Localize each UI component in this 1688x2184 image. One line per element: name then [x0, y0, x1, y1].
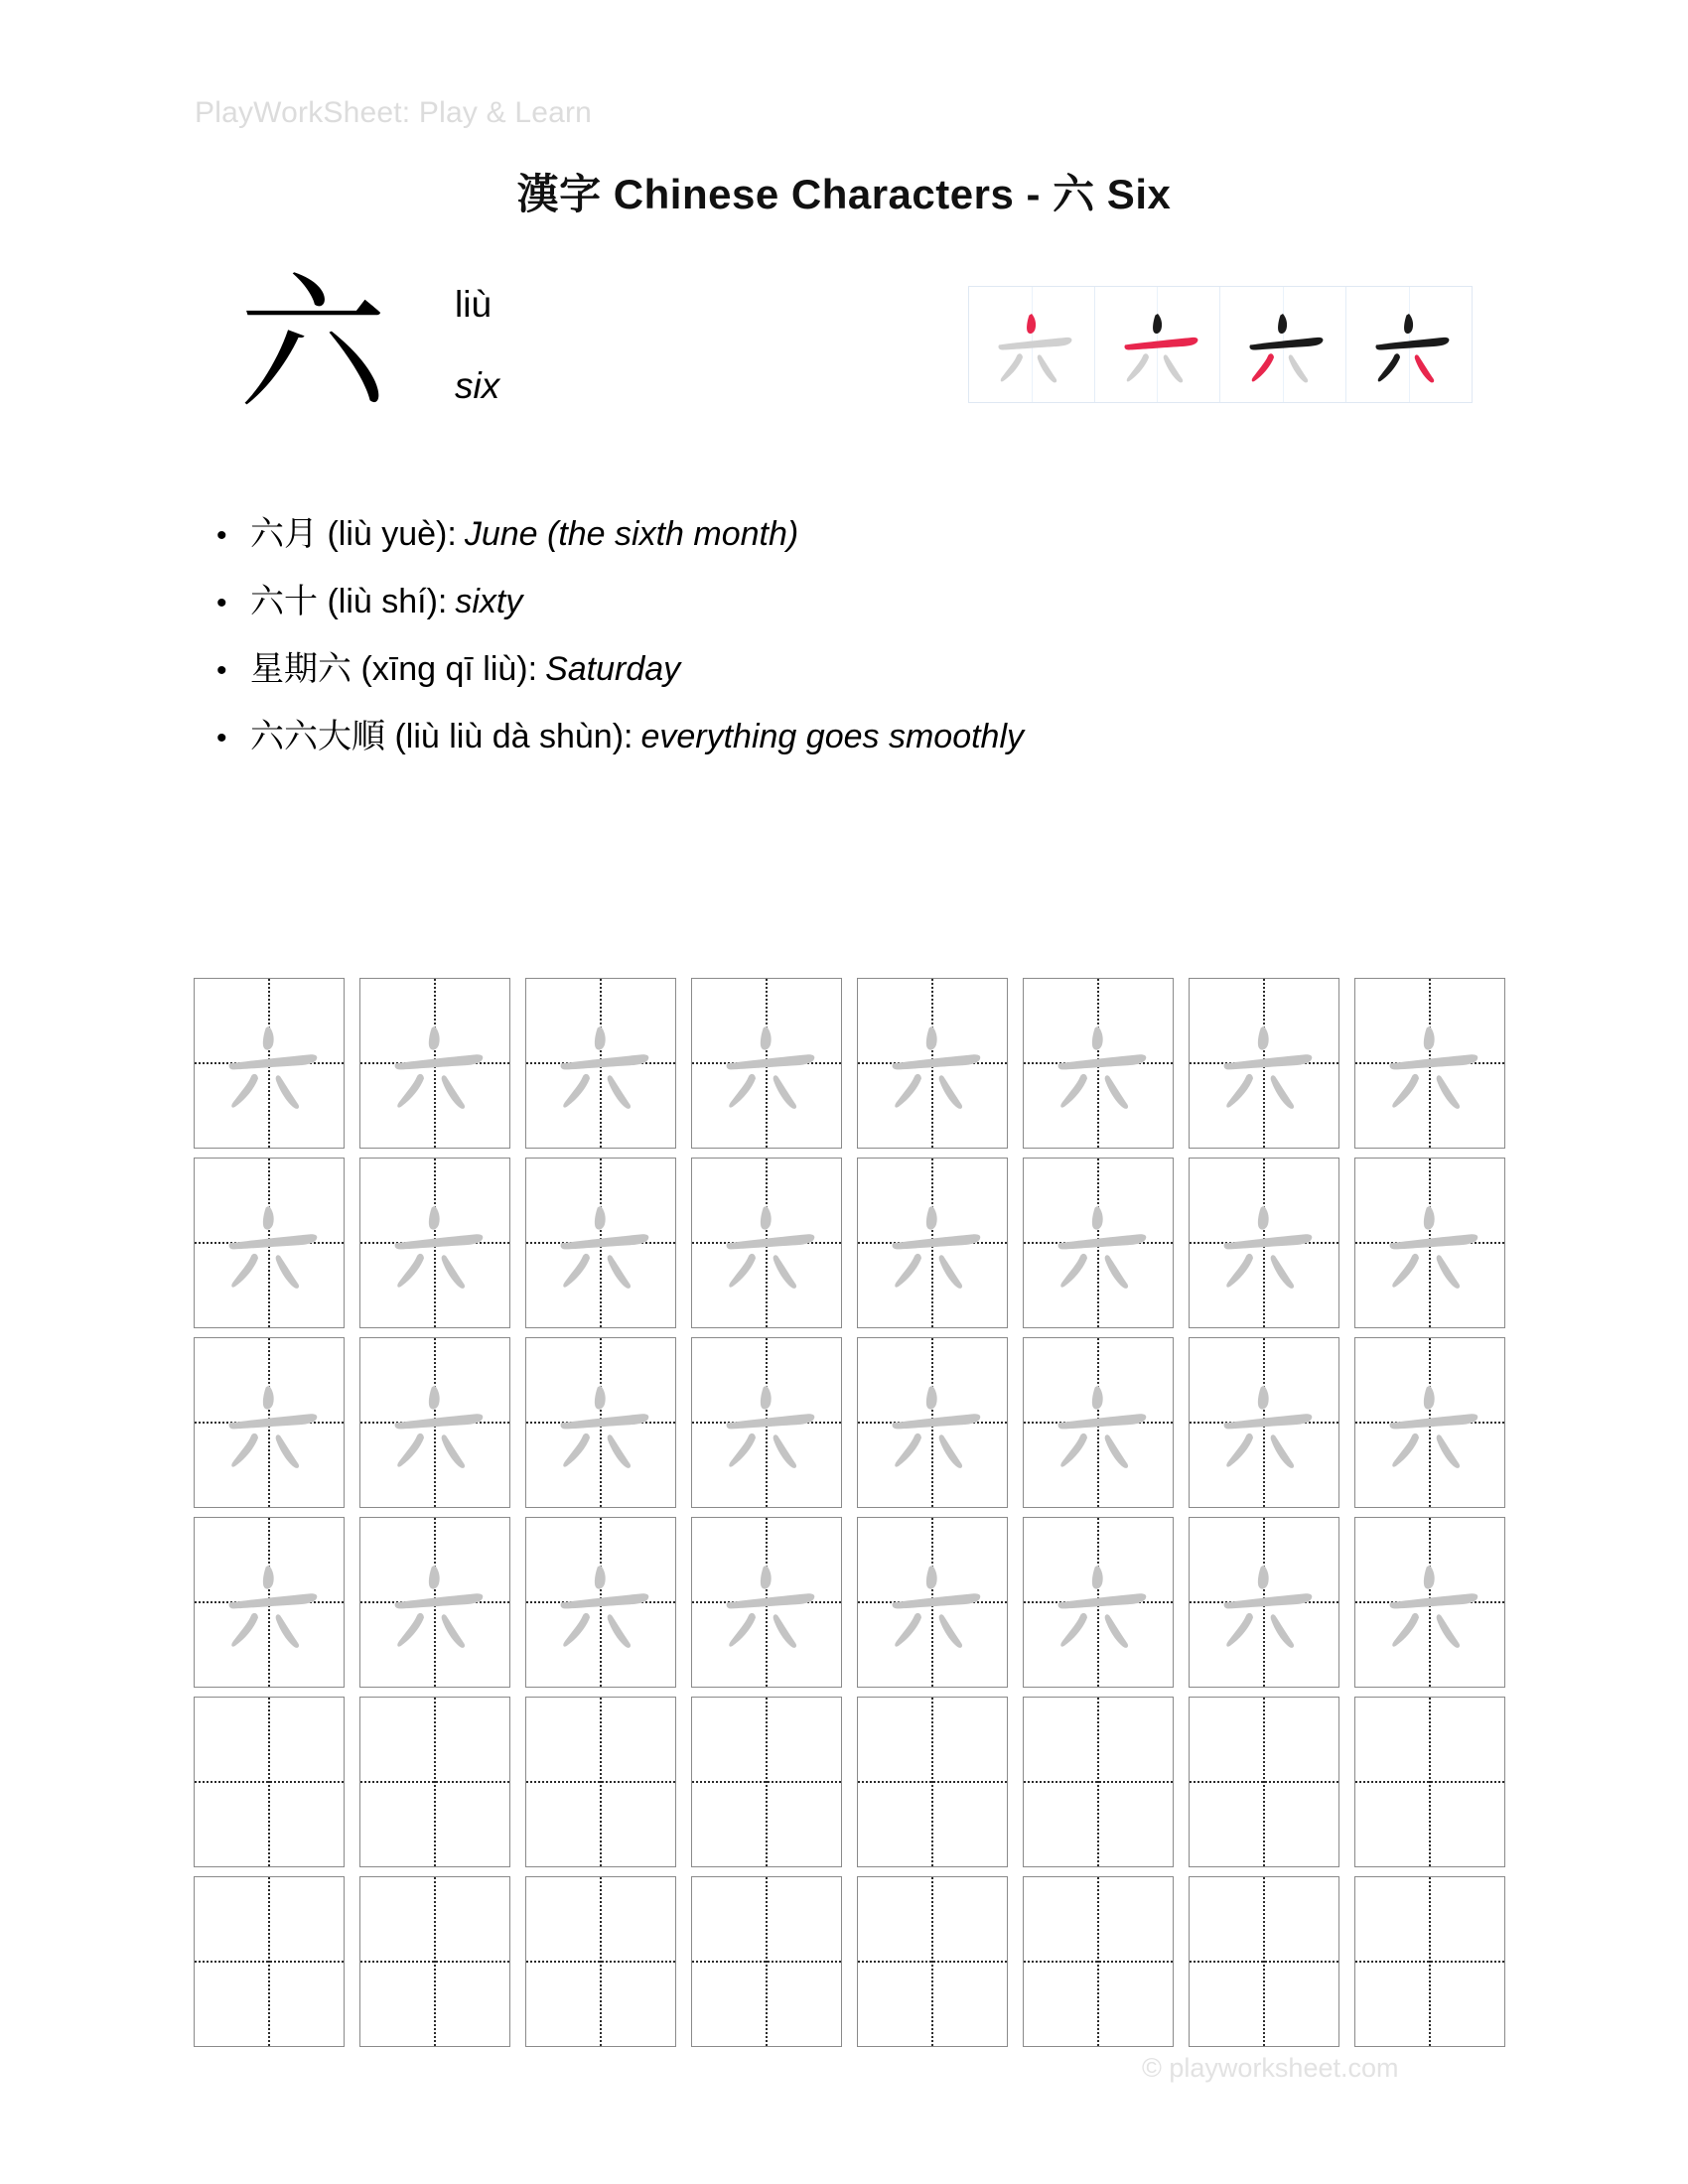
stroke-3 — [563, 1433, 590, 1467]
practice-cell[interactable] — [194, 1876, 345, 2047]
stroke-4 — [1105, 1614, 1128, 1648]
stroke-4 — [1414, 354, 1433, 382]
stroke-4 — [939, 1434, 962, 1468]
stroke-3 — [895, 1254, 921, 1288]
stroke-3 — [397, 1254, 424, 1288]
cell-horizontal-guide — [692, 1781, 841, 1783]
stroke-glyph — [1356, 296, 1464, 395]
cell-horizontal-guide — [1355, 1961, 1504, 1963]
stroke-2 — [395, 1414, 484, 1429]
stroke-3 — [1060, 1613, 1087, 1647]
practice-cell[interactable] — [359, 1517, 510, 1688]
stroke-step-1 — [969, 287, 1095, 402]
trace-guide-character — [869, 1544, 998, 1663]
stroke-1 — [1404, 314, 1413, 334]
stroke-4 — [1271, 1255, 1294, 1289]
stroke-2 — [893, 1414, 981, 1429]
stroke-1 — [1424, 1206, 1435, 1230]
stroke-1 — [1258, 1026, 1269, 1050]
stroke-4 — [1437, 1255, 1460, 1289]
practice-cell[interactable] — [691, 1517, 842, 1688]
stroke-2 — [1390, 1593, 1478, 1608]
stroke-2 — [727, 1234, 815, 1249]
trace-guide-character — [206, 1364, 335, 1483]
practice-cell[interactable] — [1023, 1697, 1174, 1867]
stroke-2 — [229, 1234, 318, 1249]
trace-guide-character — [537, 1184, 666, 1303]
trace-guide-character — [371, 1184, 500, 1303]
stroke-1 — [1424, 1566, 1435, 1589]
practice-cell[interactable] — [1354, 1158, 1505, 1328]
practice-cell[interactable] — [691, 1158, 842, 1328]
stroke-3 — [563, 1613, 590, 1647]
practice-cell[interactable] — [857, 1517, 1008, 1688]
practice-cell[interactable] — [194, 1158, 345, 1328]
stroke-2 — [561, 1414, 649, 1429]
stroke-4 — [774, 1075, 796, 1109]
trace-guide-character — [703, 1005, 832, 1124]
stroke-4 — [1289, 354, 1308, 382]
stroke-4 — [774, 1614, 796, 1648]
spacer — [318, 569, 327, 634]
bullet-icon: • — [216, 587, 227, 619]
stroke-4 — [442, 1614, 465, 1648]
stroke-4 — [1437, 1614, 1460, 1648]
stroke-3 — [1392, 1254, 1419, 1288]
stroke-4 — [774, 1255, 796, 1289]
trace-guide-character — [703, 1184, 832, 1303]
practice-cell[interactable] — [1189, 1697, 1339, 1867]
practice-cell[interactable] — [1354, 1876, 1505, 2047]
trace-guide-character — [206, 1544, 335, 1663]
stroke-2 — [1390, 1054, 1478, 1069]
stroke-4 — [1105, 1434, 1128, 1468]
stroke-2 — [561, 1234, 649, 1249]
bullet-icon: • — [216, 519, 227, 552]
brand-label: PlayWorkSheet: Play & Learn — [195, 96, 593, 129]
practice-cell[interactable] — [359, 1876, 510, 2047]
vocabulary-item — [216, 501, 1507, 569]
stroke-2 — [1058, 1054, 1147, 1069]
stroke-2 — [893, 1054, 981, 1069]
stroke-2 — [1249, 338, 1323, 350]
trace-guide-character — [206, 1005, 335, 1124]
stroke-3 — [231, 1074, 258, 1108]
cell-horizontal-guide — [195, 1781, 344, 1783]
stroke-4 — [442, 1255, 465, 1289]
practice-cell[interactable] — [1354, 1697, 1505, 1867]
stroke-glyph — [979, 296, 1086, 395]
stroke-3 — [1060, 1074, 1087, 1108]
cell-horizontal-guide — [858, 1961, 1007, 1963]
practice-cell[interactable] — [857, 1697, 1008, 1867]
stroke-4 — [774, 1434, 796, 1468]
vocabulary-hanzi: 六十 — [250, 582, 318, 621]
stroke-4 — [1271, 1434, 1294, 1468]
trace-guide-character — [537, 1364, 666, 1483]
stroke-1 — [595, 1206, 606, 1230]
stroke-1 — [1258, 1206, 1269, 1230]
stroke-4 — [608, 1434, 631, 1468]
stroke-4 — [276, 1255, 299, 1289]
stroke-3 — [1060, 1433, 1087, 1467]
stroke-3 — [729, 1613, 756, 1647]
stroke-3 — [729, 1074, 756, 1108]
trace-guide-character — [1035, 1005, 1164, 1124]
practice-cell[interactable] — [1189, 1337, 1339, 1508]
stroke-3 — [563, 1074, 590, 1108]
cell-horizontal-guide — [1190, 1961, 1338, 1963]
practice-cell[interactable] — [1354, 978, 1505, 1149]
stroke-2 — [998, 338, 1071, 350]
stroke-2 — [1058, 1234, 1147, 1249]
spacer — [385, 704, 394, 769]
stroke-1 — [429, 1206, 440, 1230]
vocabulary-hanzi: 六六大順 — [250, 717, 385, 756]
trace-guide-character — [1366, 1184, 1495, 1303]
stroke-2 — [1375, 338, 1449, 350]
stroke-3 — [895, 1433, 921, 1467]
trace-guide-character — [869, 1364, 998, 1483]
stroke-1 — [761, 1206, 772, 1230]
stroke-3 — [1226, 1254, 1253, 1288]
stroke-3 — [397, 1433, 424, 1467]
practice-cell[interactable] — [691, 978, 842, 1149]
stroke-4 — [1038, 354, 1056, 382]
trace-guide-character — [371, 1005, 500, 1124]
stroke-1 — [263, 1026, 274, 1050]
page-title: 漢字 Chinese Characters - 六 Six — [516, 171, 1172, 217]
stroke-step-3 — [1220, 287, 1346, 402]
practice-cell[interactable] — [1189, 1158, 1339, 1328]
trace-guide-character — [1366, 1005, 1495, 1124]
stroke-3 — [729, 1433, 756, 1467]
practice-cell[interactable] — [525, 1876, 676, 2047]
trace-guide-character — [371, 1544, 500, 1663]
trace-guide-character — [537, 1005, 666, 1124]
stroke-1 — [429, 1386, 440, 1410]
cell-horizontal-guide — [858, 1781, 1007, 1783]
stroke-3 — [1252, 353, 1274, 381]
cell-horizontal-guide — [1024, 1781, 1173, 1783]
stroke-glyph — [1105, 296, 1212, 395]
stroke-1 — [1027, 314, 1036, 334]
stroke-2 — [1390, 1234, 1478, 1249]
stroke-3 — [1392, 1613, 1419, 1647]
stroke-2 — [1224, 1054, 1313, 1069]
practice-cell[interactable] — [359, 1697, 510, 1867]
stroke-1 — [595, 1026, 606, 1050]
stroke-1 — [761, 1386, 772, 1410]
stroke-4 — [939, 1614, 962, 1648]
trace-guide-character — [1200, 1544, 1330, 1663]
stroke-4 — [276, 1614, 299, 1648]
stroke-3 — [1392, 1433, 1419, 1467]
stroke-4 — [1105, 1075, 1128, 1109]
practice-cell[interactable] — [857, 1158, 1008, 1328]
stroke-3 — [563, 1254, 590, 1288]
practice-cell[interactable] — [691, 1876, 842, 2047]
stroke-2 — [1390, 1414, 1478, 1429]
stroke-4 — [939, 1255, 962, 1289]
stroke-1 — [429, 1566, 440, 1589]
stroke-glyph — [1230, 296, 1337, 395]
stroke-2 — [727, 1414, 815, 1429]
trace-guide-character — [1035, 1364, 1164, 1483]
spacer — [352, 636, 360, 702]
cell-horizontal-guide — [1024, 1961, 1173, 1963]
stroke-2 — [893, 1234, 981, 1249]
stroke-3 — [1392, 1074, 1419, 1108]
practice-cell[interactable] — [525, 978, 676, 1149]
stroke-3 — [231, 1254, 258, 1288]
vocabulary-pinyin: (liù shí): — [327, 583, 448, 620]
stroke-2 — [1224, 1414, 1313, 1429]
vocabulary-gloss: everything goes smoothly — [640, 718, 1025, 755]
stroke-2 — [1058, 1414, 1147, 1429]
stroke-2 — [229, 1593, 318, 1608]
stroke-1 — [1153, 314, 1162, 334]
trace-guide-character — [206, 1184, 335, 1303]
stroke-2 — [727, 1054, 815, 1069]
stroke-1 — [1092, 1566, 1103, 1589]
stroke-4 — [276, 1075, 299, 1109]
cell-horizontal-guide — [526, 1781, 675, 1783]
practice-cell[interactable] — [691, 1697, 842, 1867]
bullet-icon: • — [216, 722, 227, 754]
stroke-1 — [926, 1206, 937, 1230]
practice-cell[interactable] — [1354, 1517, 1505, 1688]
vocabulary-pinyin: (liù liù dà shùn): — [394, 718, 633, 755]
practice-cell[interactable] — [194, 1517, 345, 1688]
practice-cell[interactable] — [359, 1337, 510, 1508]
vocabulary-pinyin: (xīng qī liù): — [360, 650, 538, 688]
stroke-order-diagram — [968, 286, 1473, 403]
trace-guide-character — [1035, 1544, 1164, 1663]
vocabulary-hanzi: 六月 — [250, 514, 318, 554]
stroke-1 — [1092, 1026, 1103, 1050]
practice-cell[interactable] — [857, 1337, 1008, 1508]
stroke-2 — [395, 1234, 484, 1249]
stroke-4 — [1271, 1614, 1294, 1648]
stroke-4 — [1271, 1075, 1294, 1109]
stroke-1 — [926, 1026, 937, 1050]
stroke-1 — [1258, 1386, 1269, 1410]
stroke-1 — [761, 1026, 772, 1050]
stroke-4 — [608, 1075, 631, 1109]
cell-horizontal-guide — [1190, 1781, 1338, 1783]
practice-grid — [194, 978, 1505, 2047]
practice-cell[interactable] — [857, 1876, 1008, 2047]
hero-character-block — [213, 259, 730, 447]
stroke-3 — [231, 1433, 258, 1467]
practice-cell[interactable] — [691, 1337, 842, 1508]
stroke-1 — [926, 1566, 937, 1589]
stroke-1 — [1278, 314, 1287, 334]
vocabulary-item — [216, 569, 1507, 636]
practice-cell[interactable] — [194, 1337, 345, 1508]
cell-horizontal-guide — [195, 1961, 344, 1963]
stroke-4 — [1105, 1255, 1128, 1289]
stroke-4 — [608, 1614, 631, 1648]
stroke-1 — [595, 1566, 606, 1589]
practice-cell[interactable] — [857, 978, 1008, 1149]
stroke-4 — [1163, 354, 1182, 382]
stroke-2 — [229, 1414, 318, 1429]
stroke-1 — [1424, 1386, 1435, 1410]
cell-horizontal-guide — [360, 1781, 509, 1783]
vocabulary-gloss: June (the sixth month) — [464, 515, 799, 553]
trace-guide-character — [1366, 1544, 1495, 1663]
vocabulary-pinyin: (liù yuè): — [327, 515, 457, 553]
spacer — [318, 501, 327, 567]
hero-meaning: six — [455, 365, 500, 406]
practice-cell[interactable] — [1354, 1337, 1505, 1508]
stroke-1 — [263, 1566, 274, 1589]
practice-cell[interactable] — [194, 1697, 345, 1867]
vocabulary-gloss: Saturday — [545, 650, 681, 688]
practice-cell[interactable] — [194, 978, 345, 1149]
trace-guide-character — [1200, 1364, 1330, 1483]
stroke-4 — [276, 1434, 299, 1468]
stroke-3 — [895, 1613, 921, 1647]
stroke-1 — [1258, 1566, 1269, 1589]
stroke-1 — [1424, 1026, 1435, 1050]
practice-cell[interactable] — [525, 1337, 676, 1508]
practice-cell[interactable] — [1023, 1158, 1174, 1328]
stroke-2 — [561, 1593, 649, 1608]
trace-guide-character — [537, 1544, 666, 1663]
trace-guide-character — [1035, 1184, 1164, 1303]
trace-guide-character — [1200, 1005, 1330, 1124]
stroke-2 — [727, 1593, 815, 1608]
stroke-2 — [1224, 1234, 1313, 1249]
stroke-3 — [1126, 353, 1148, 381]
trace-guide-character — [703, 1544, 832, 1663]
stroke-4 — [939, 1075, 962, 1109]
practice-cell[interactable] — [525, 1517, 676, 1688]
vocabulary-item — [216, 704, 1507, 771]
practice-cell[interactable] — [359, 1158, 510, 1328]
practice-cell[interactable] — [1023, 978, 1174, 1149]
trace-guide-character — [703, 1364, 832, 1483]
practice-cell[interactable] — [1189, 1876, 1339, 2047]
stroke-2 — [395, 1593, 484, 1608]
cell-horizontal-guide — [360, 1961, 509, 1963]
stroke-3 — [729, 1254, 756, 1288]
stroke-3 — [1377, 353, 1399, 381]
vocabulary-list — [216, 501, 1507, 771]
trace-guide-character — [371, 1364, 500, 1483]
vocabulary-hanzi: 星期六 — [250, 649, 352, 689]
practice-cell[interactable] — [525, 1697, 676, 1867]
hero-character: 六 — [237, 259, 387, 432]
trace-guide-character — [1200, 1184, 1330, 1303]
cell-horizontal-guide — [692, 1961, 841, 1963]
stroke-2 — [1224, 1593, 1313, 1608]
vocabulary-gloss: sixty — [455, 583, 523, 620]
stroke-step-4 — [1346, 287, 1473, 402]
stroke-1 — [1092, 1386, 1103, 1410]
practice-cell[interactable] — [1023, 1517, 1174, 1688]
practice-cell[interactable] — [1023, 1876, 1174, 2047]
stroke-3 — [1001, 353, 1023, 381]
stroke-3 — [397, 1613, 424, 1647]
stroke-3 — [1226, 1433, 1253, 1467]
hero-pinyin: liù — [455, 284, 492, 325]
stroke-2 — [1058, 1593, 1147, 1608]
practice-cell[interactable] — [1189, 978, 1339, 1149]
stroke-1 — [926, 1386, 937, 1410]
stroke-step-2 — [1095, 287, 1221, 402]
vocabulary-item — [216, 636, 1507, 704]
stroke-2 — [561, 1054, 649, 1069]
stroke-2 — [893, 1593, 981, 1608]
trace-guide-character — [869, 1005, 998, 1124]
stroke-2 — [1124, 338, 1197, 350]
stroke-1 — [429, 1026, 440, 1050]
stroke-3 — [1226, 1074, 1253, 1108]
trace-guide-character — [1366, 1364, 1495, 1483]
stroke-4 — [1437, 1434, 1460, 1468]
stroke-4 — [442, 1075, 465, 1109]
stroke-3 — [397, 1074, 424, 1108]
stroke-1 — [595, 1386, 606, 1410]
cell-horizontal-guide — [1355, 1781, 1504, 1783]
practice-cell[interactable] — [525, 1158, 676, 1328]
stroke-1 — [761, 1566, 772, 1589]
footer-copyright: © playworksheet.com — [1142, 2053, 1399, 2083]
practice-cell[interactable] — [1189, 1517, 1339, 1688]
stroke-1 — [263, 1386, 274, 1410]
stroke-3 — [895, 1074, 921, 1108]
practice-cell[interactable] — [1023, 1337, 1174, 1508]
stroke-2 — [395, 1054, 484, 1069]
stroke-4 — [442, 1434, 465, 1468]
stroke-1 — [263, 1206, 274, 1230]
stroke-3 — [1060, 1254, 1087, 1288]
stroke-2 — [229, 1054, 318, 1069]
stroke-3 — [1226, 1613, 1253, 1647]
practice-cell[interactable] — [359, 978, 510, 1149]
stroke-4 — [1437, 1075, 1460, 1109]
stroke-1 — [1092, 1206, 1103, 1230]
stroke-3 — [231, 1613, 258, 1647]
cell-horizontal-guide — [526, 1961, 675, 1963]
trace-guide-character — [869, 1184, 998, 1303]
stroke-4 — [608, 1255, 631, 1289]
bullet-icon: • — [216, 654, 227, 687]
